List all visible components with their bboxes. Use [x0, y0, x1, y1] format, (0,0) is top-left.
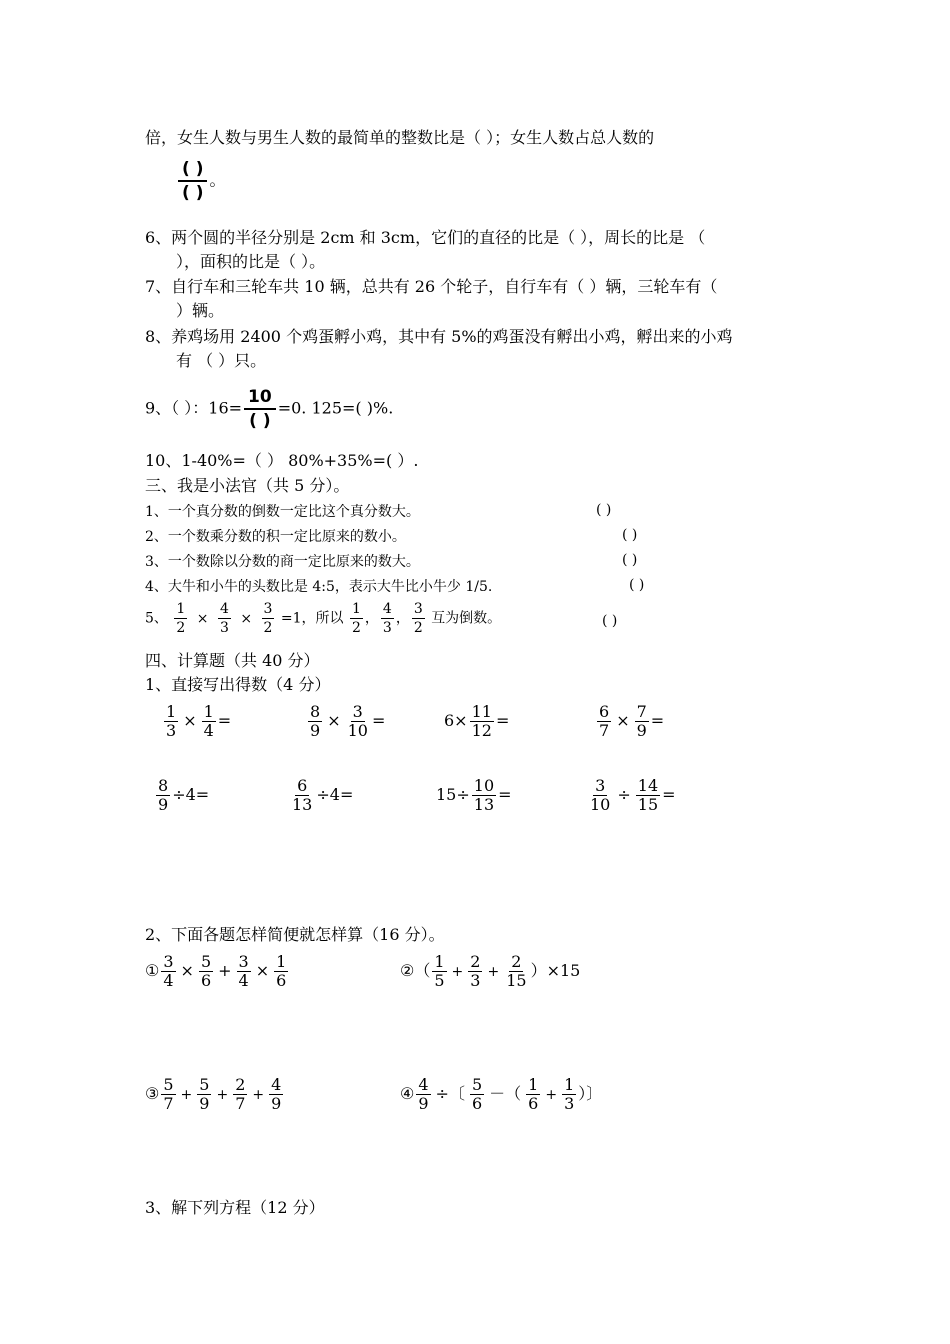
- fraction: [233, 1076, 247, 1113]
- judge-item-3: 3、一个数除以分数的商一定比原来的数大。: [145, 554, 420, 570]
- fraction-denominator: 6: [471, 1094, 483, 1113]
- fraction-numerator: 4: [418, 1075, 429, 1094]
- fraction-denominator: ( ): [182, 183, 204, 203]
- judge-item-5: [145, 600, 501, 637]
- fraction: [416, 1076, 430, 1113]
- q10-line: 10、1-40%=（ ） 80%+35%=( ）.: [145, 451, 419, 470]
- fraction-denominator: 4: [163, 971, 174, 990]
- fraction: [218, 600, 231, 637]
- section3-title: 三、我是小法官（共 5 分）。: [145, 476, 350, 495]
- fraction: [470, 1076, 484, 1113]
- times-sign: ×: [196, 610, 209, 627]
- q6-line1: 6、两个圆的半径分别是 2cm 和 3cm，它们的直径的比是（ ），周长的比是 （: [145, 228, 706, 247]
- fraction-denominator: 10: [347, 721, 368, 740]
- fraction-numerator: 3: [413, 601, 423, 617]
- fraction-denominator: 3: [166, 721, 177, 740]
- calc-1a: [162, 703, 231, 740]
- calc-prefix: 15÷: [436, 785, 470, 804]
- expr-2: [400, 953, 580, 990]
- q8-line1: 8、养鸡场用 2400 个鸡蛋孵小鸡，其中有 5%的鸡蛋没有孵出小鸡，孵出来的小鸡: [145, 327, 733, 346]
- q6-line2: ），面积的比是（ ）。: [176, 252, 326, 271]
- fraction: [161, 1076, 175, 1113]
- fraction: [635, 703, 649, 740]
- fraction-denominator: 7: [235, 1094, 246, 1113]
- fraction: [156, 777, 170, 814]
- equals-sign: =: [371, 711, 386, 730]
- operator: ×: [616, 711, 630, 730]
- fraction: [308, 703, 322, 740]
- fraction-numerator: 1: [166, 702, 177, 721]
- fraction-numerator: 5: [199, 1075, 210, 1094]
- equals-sign: =: [650, 711, 665, 730]
- fraction: [164, 703, 178, 740]
- blank-fraction: [178, 158, 207, 204]
- fraction-numerator: 4: [382, 601, 392, 617]
- q5-tail: 。: [209, 170, 226, 190]
- fraction-denominator: 6: [528, 1094, 539, 1113]
- operator: +: [216, 1087, 229, 1103]
- fraction: [381, 600, 394, 637]
- fraction-denominator: 3: [470, 971, 481, 990]
- fraction-numerator: 1: [434, 952, 445, 971]
- fraction-denominator: 9: [199, 1094, 210, 1113]
- fraction: [588, 777, 612, 814]
- fraction-denominator: 7: [163, 1094, 174, 1113]
- fraction-denominator: 4: [203, 721, 214, 740]
- judge-paren-1: ( ): [596, 502, 612, 518]
- fraction: [269, 1076, 283, 1113]
- operator: ×: [183, 711, 197, 730]
- fraction-numerator: 7: [636, 702, 647, 721]
- operator: ÷: [617, 785, 631, 804]
- item-prefix: 5、: [145, 610, 168, 627]
- q9-fraction: [244, 386, 276, 432]
- fraction-numerator: 5: [471, 1075, 483, 1094]
- operator: ×: [255, 961, 270, 980]
- fraction-denominator: 9: [158, 795, 169, 814]
- fraction-numerator: 1: [203, 702, 214, 721]
- fraction-denominator: 3: [564, 1094, 575, 1113]
- fraction-denominator: 13: [292, 795, 313, 814]
- fraction-denominator: 4: [238, 971, 249, 990]
- fraction: [470, 703, 494, 740]
- fraction-denominator: ( ): [249, 411, 271, 431]
- operator: －（: [489, 1084, 522, 1103]
- equals-sign: =: [217, 711, 232, 730]
- fraction-numerator: 3: [238, 952, 249, 971]
- fraction-numerator: 1: [176, 601, 186, 617]
- fraction-numerator: 1: [276, 952, 287, 971]
- calc-1d: [595, 703, 664, 740]
- fraction-denominator: 3: [382, 620, 392, 636]
- operator: +: [252, 1087, 265, 1103]
- calc-1c: [444, 703, 509, 740]
- fraction: [197, 1076, 211, 1113]
- fraction-numerator: 3: [163, 952, 174, 971]
- fraction: [636, 777, 660, 814]
- equals-sign: =: [662, 785, 676, 804]
- fraction-denominator: 9: [310, 721, 321, 740]
- expr-label: ④: [400, 1084, 415, 1103]
- fraction-numerator: 2: [511, 952, 522, 971]
- times-sign: ×: [240, 610, 253, 627]
- fraction: [202, 703, 216, 740]
- fraction-denominator: 9: [271, 1094, 282, 1113]
- fraction-numerator: 3: [352, 702, 363, 721]
- fraction-numerator: 5: [163, 1075, 174, 1094]
- calc-prefix: 6×: [444, 711, 468, 730]
- fraction: [562, 1076, 576, 1113]
- part1-title: 1、直接写出得数（4 分）: [145, 675, 331, 694]
- fraction: [199, 953, 213, 990]
- fraction-denominator: 6: [276, 971, 287, 990]
- judge-paren-4: ( ): [629, 577, 645, 593]
- calc-2c: [436, 777, 512, 814]
- calc-suffix: ÷4=: [316, 785, 354, 804]
- fraction: [274, 953, 288, 990]
- fraction-denominator: 2: [413, 620, 423, 636]
- part2-title: 2、下面各题怎样简便就怎样算（16 分）。: [145, 925, 445, 944]
- fraction-numerator: 6: [599, 702, 610, 721]
- fraction-numerator: 1: [351, 601, 361, 617]
- q7-line1: 7、自行车和三轮车共 10 辆，总共有 26 个轮子，自行车有（ ）辆，三轮车有（: [145, 277, 718, 296]
- fraction-denominator: 9: [636, 721, 647, 740]
- fraction-denominator: 15: [637, 795, 659, 814]
- operator: +: [545, 1087, 558, 1103]
- judge-paren-5: ( ): [602, 613, 618, 629]
- part3-title: 3、解下列方程（12 分）: [145, 1198, 325, 1217]
- equals-sign: =: [495, 711, 510, 730]
- fraction-numerator: 4: [219, 601, 229, 617]
- operator: +: [180, 1087, 193, 1103]
- expr-4: [400, 1076, 602, 1113]
- calc-2d: [586, 777, 676, 814]
- expr-label: ②（: [400, 961, 431, 980]
- q9-line: [145, 386, 393, 432]
- fraction: [468, 953, 482, 990]
- judge-item-2: 2、一个数乘分数的积一定比原来的数小。: [145, 529, 406, 545]
- calc-suffix: ÷4=: [172, 785, 210, 804]
- fraction-numerator: 11: [471, 702, 492, 721]
- q9-pre: 9、（ ）：16=: [145, 398, 243, 418]
- item-tail-text: 互为倒数。: [431, 610, 502, 627]
- fraction-denominator: 2: [176, 620, 186, 636]
- expr-tail: ）×15: [530, 961, 581, 980]
- fraction-numerator: 5: [200, 952, 212, 971]
- expr-1: [145, 953, 290, 990]
- fraction-denominator: 6: [200, 971, 212, 990]
- fraction-numerator: 6: [297, 776, 308, 795]
- expr-label: ①: [145, 961, 160, 980]
- fraction-denominator: 7: [599, 721, 610, 740]
- fraction: [161, 953, 175, 990]
- item-mid-text: =1，所以: [280, 610, 344, 627]
- fraction-denominator: 13: [473, 795, 495, 814]
- fraction: [472, 777, 496, 814]
- judge-item-1: 1、一个真分数的倒数一定比这个真分数大。: [145, 504, 420, 520]
- operator: +: [487, 964, 500, 980]
- fraction: [346, 703, 370, 740]
- fraction-numerator: ( ): [178, 158, 207, 182]
- fraction-denominator: 5: [434, 971, 445, 990]
- fraction-numerator: 10: [244, 386, 276, 410]
- fraction-numerator: 2: [235, 1075, 246, 1094]
- section4-title: 四、计算题（共 40 分）: [145, 651, 320, 670]
- fraction-denominator: 9: [418, 1094, 429, 1113]
- fraction-denominator: 2: [263, 620, 273, 636]
- fraction-denominator: 3: [219, 620, 229, 636]
- separator: ，: [364, 610, 379, 627]
- fraction: [432, 953, 446, 990]
- fraction: [504, 953, 528, 990]
- fraction: [262, 600, 275, 637]
- fraction-numerator: 1: [528, 1075, 539, 1094]
- judge-paren-2: ( ): [622, 527, 638, 543]
- fraction-numerator: 10: [473, 776, 495, 795]
- expr-tail: ）〕: [578, 1084, 603, 1103]
- q5-blank-fraction: [176, 158, 225, 204]
- fraction-numerator: 14: [637, 776, 659, 795]
- q9-post: =0. 125=( )%.: [277, 398, 394, 418]
- fraction-numerator: 8: [310, 702, 321, 721]
- judge-paren-3: ( ): [622, 552, 638, 568]
- fraction: [237, 953, 251, 990]
- fraction: [350, 600, 363, 637]
- equals-sign: =: [498, 785, 512, 804]
- operator: ÷〔: [435, 1084, 465, 1103]
- fraction: [526, 1076, 540, 1113]
- fraction: [597, 703, 611, 740]
- fraction-numerator: 3: [595, 776, 606, 795]
- fraction-denominator: 2: [351, 620, 361, 636]
- fraction-denominator: 15: [506, 971, 527, 990]
- expr-3: [145, 1076, 285, 1113]
- q7-line2: ）辆。: [176, 301, 225, 320]
- fraction-numerator: 8: [158, 776, 169, 795]
- operator: ×: [180, 961, 194, 980]
- fraction-denominator: 12: [471, 721, 492, 740]
- calc-2b: [288, 777, 353, 814]
- operator: ×: [327, 711, 341, 730]
- fraction-numerator: 1: [564, 1075, 575, 1094]
- fraction-numerator: 4: [271, 1075, 282, 1094]
- fraction: [174, 600, 187, 637]
- calc-1b: [306, 703, 385, 740]
- separator: ，: [395, 610, 410, 627]
- q5-line1: 倍，女生人数与男生人数的最简单的整数比是（ ）；女生人数占总人数的: [145, 128, 655, 147]
- fraction: [290, 777, 314, 814]
- q8-line2: 有 （ ）只。: [176, 351, 267, 370]
- expr-label: ③: [145, 1084, 160, 1103]
- fraction-denominator: 10: [590, 795, 611, 814]
- operator: +: [218, 961, 232, 980]
- judge-item-4: 4、大牛和小牛的头数比是 4:5，表示大牛比小牛少 1/5.: [145, 579, 493, 595]
- fraction: [412, 600, 425, 637]
- fraction-numerator: 3: [263, 601, 273, 617]
- calc-2a: [154, 777, 209, 814]
- operator: +: [451, 964, 464, 980]
- fraction-numerator: 2: [470, 952, 481, 971]
